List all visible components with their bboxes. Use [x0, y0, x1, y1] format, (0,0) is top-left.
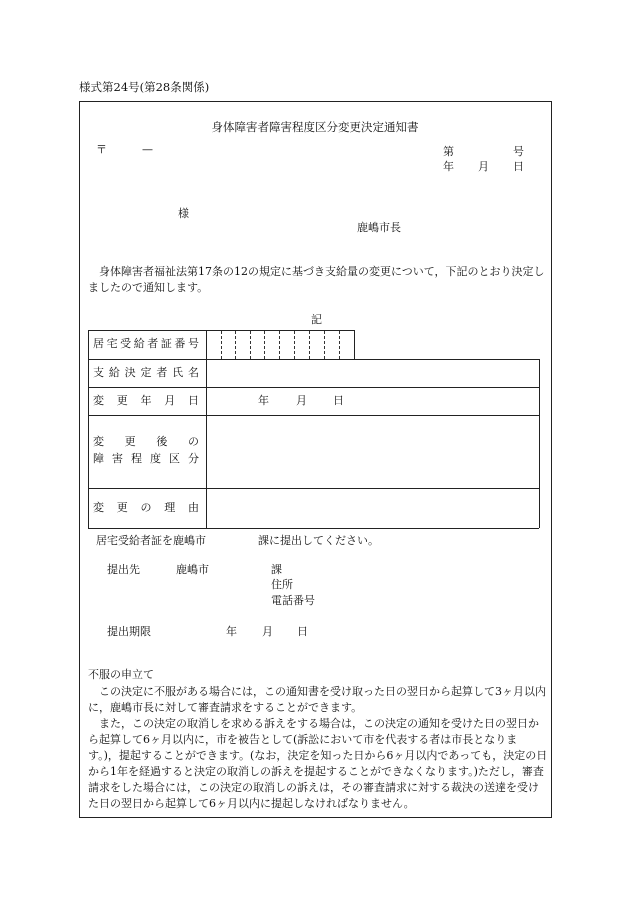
- deadline-label: 提出期限: [107, 625, 151, 638]
- deadline-year: 年: [226, 625, 237, 638]
- change-date-char: 年: [140, 394, 152, 407]
- new-level-line2-char: 害: [112, 452, 123, 465]
- postal-mark: 〒: [96, 143, 107, 156]
- id-digit-separator: [221, 331, 222, 359]
- new-level-line2-char: 程: [131, 452, 142, 465]
- change-date-month: 月: [296, 394, 307, 407]
- id-digit-separator: [309, 331, 310, 359]
- change-date-day: 日: [333, 394, 344, 407]
- recipient-cert-number-char: 宅: [106, 337, 118, 350]
- id-digit-separator: [294, 331, 295, 359]
- recipient-name-char: 氏: [172, 366, 184, 379]
- new-level-line2-char: 障: [93, 452, 104, 465]
- recipient-cert-number-char: 者: [147, 337, 159, 350]
- doc-number-go: 号: [513, 145, 524, 158]
- doc-number-dai: 第: [443, 145, 454, 158]
- table-right-line: [539, 359, 540, 528]
- table-row2-line: [88, 387, 539, 388]
- new-level-line1-char: の: [187, 435, 199, 448]
- deadline-month: 月: [262, 625, 273, 638]
- form-number: 様式第24号(第28条関係): [79, 80, 210, 94]
- row-label-new-disability-level-line2: [93, 452, 199, 466]
- submit-to-phone: 電話番号: [271, 594, 315, 607]
- table-row1-line: [88, 359, 539, 360]
- postal-dash: —: [142, 143, 153, 156]
- submit-to-address: 住所: [271, 578, 293, 591]
- change-reason-char: 由: [188, 501, 199, 514]
- new-level-line2-char: 度: [150, 452, 161, 465]
- recipient-name-char: 支: [93, 366, 104, 379]
- document-title: 身体障害者障害程度区分変更決定通知書: [211, 120, 419, 134]
- id-digit-separator: [279, 331, 280, 359]
- deadline-day: 日: [297, 625, 308, 638]
- change-date-char: 月: [164, 394, 176, 407]
- change-reason-char: 更: [116, 501, 128, 514]
- table-row4-line: [88, 488, 539, 489]
- table-label-divider: [206, 330, 207, 528]
- submit-instruction-part1: 居宅受給者証を鹿嶋市: [96, 534, 206, 547]
- recipient-cert-number-char: 号: [187, 337, 199, 350]
- recipient-name-char: 名: [187, 366, 199, 379]
- recipient-name-char: 定: [140, 366, 152, 379]
- recipient-cert-number-char: 居: [93, 337, 104, 350]
- submit-to-city: 鹿嶋市: [176, 563, 209, 576]
- new-level-line2-char: 区: [169, 452, 180, 465]
- intro-paragraph: 身体障害者福祉法第17条の12の規定に基づき支給量の変更について，下記のとおり決定しましたので通知します。: [88, 265, 545, 294]
- recipient-cert-number-char: 受: [120, 337, 132, 350]
- change-date-char: 更: [116, 394, 128, 407]
- change-date-char: 変: [93, 394, 104, 407]
- row-label-change-reason: [93, 501, 199, 515]
- recipient-cert-number-char: 給: [133, 337, 145, 350]
- id-digit-separator: [264, 331, 265, 359]
- date-day: 日: [513, 160, 524, 173]
- change-date-year: 年: [258, 394, 269, 407]
- row-label-new-disability-level-line1: [93, 435, 199, 449]
- objection-heading: 不服の申立て: [88, 668, 154, 681]
- ki-mark: 記: [311, 313, 322, 326]
- table-bottom-line: [88, 528, 539, 529]
- new-level-line2-char: 分: [188, 452, 199, 465]
- row-label-recipient-name: [93, 366, 199, 380]
- new-level-line1-char: 後: [156, 435, 168, 448]
- recipient-name-char: 決: [124, 366, 136, 379]
- id-digit-separator: [250, 331, 251, 359]
- row-label-change-date: [93, 394, 199, 408]
- objection-paragraph-2: また，この決定の取消しを求める訴えをする場合は，この決定の通知を受けた日の翌日から起算して6ヶ月以内に，市を被告として(訴訟において市を代表する者は市長となります。)，提起することができます。(なお，決定を知った日から6ヶ月以内であっても，決定の日から1年を経過すると決定の取消しの訴えを提起することができなくなります。)ただし，審査請求をした場合には，この決定の取消しの訴えは，その審査請求に対する裁決の送達を受けた日の翌日から起算して6ヶ月以内に提起しなければなりません。: [88, 717, 548, 810]
- id-digit-separator: [324, 331, 325, 359]
- recipient-name-char: 者: [156, 366, 168, 379]
- date-year: 年: [443, 160, 454, 173]
- submit-to-section: 課: [271, 563, 282, 576]
- id-digit-separator: [235, 331, 236, 359]
- row-label-recipient-cert-number: [93, 337, 199, 351]
- change-reason-char: 変: [93, 501, 104, 514]
- change-date-char: 日: [188, 394, 199, 407]
- recipient-cert-number-char: 証: [160, 337, 172, 350]
- submit-instruction-part2: 課に提出してください。: [258, 534, 379, 547]
- table-row3-line: [88, 415, 539, 416]
- table-left-line: [88, 330, 89, 528]
- addressee-suffix: 様: [178, 207, 189, 220]
- new-level-line1-char: 更: [124, 435, 136, 448]
- table-id-right-line: [354, 330, 355, 359]
- recipient-cert-number-char: 番: [174, 337, 186, 350]
- objection-paragraph-1: この決定に不服がある場合には，この通知書を受け取った日の翌日から起算して3ヶ月以内に，鹿嶋市長に対して審査請求をすることができます。: [88, 685, 546, 714]
- recipient-name-char: 給: [108, 366, 120, 379]
- change-reason-char: の: [140, 501, 152, 514]
- issuer: 鹿嶋市長: [357, 221, 401, 234]
- submit-to-label: 提出先: [107, 563, 140, 576]
- date-month: 月: [478, 160, 489, 173]
- new-level-line1-char: 変: [93, 435, 104, 448]
- change-reason-char: 理: [164, 501, 176, 514]
- id-digit-separator: [339, 331, 340, 359]
